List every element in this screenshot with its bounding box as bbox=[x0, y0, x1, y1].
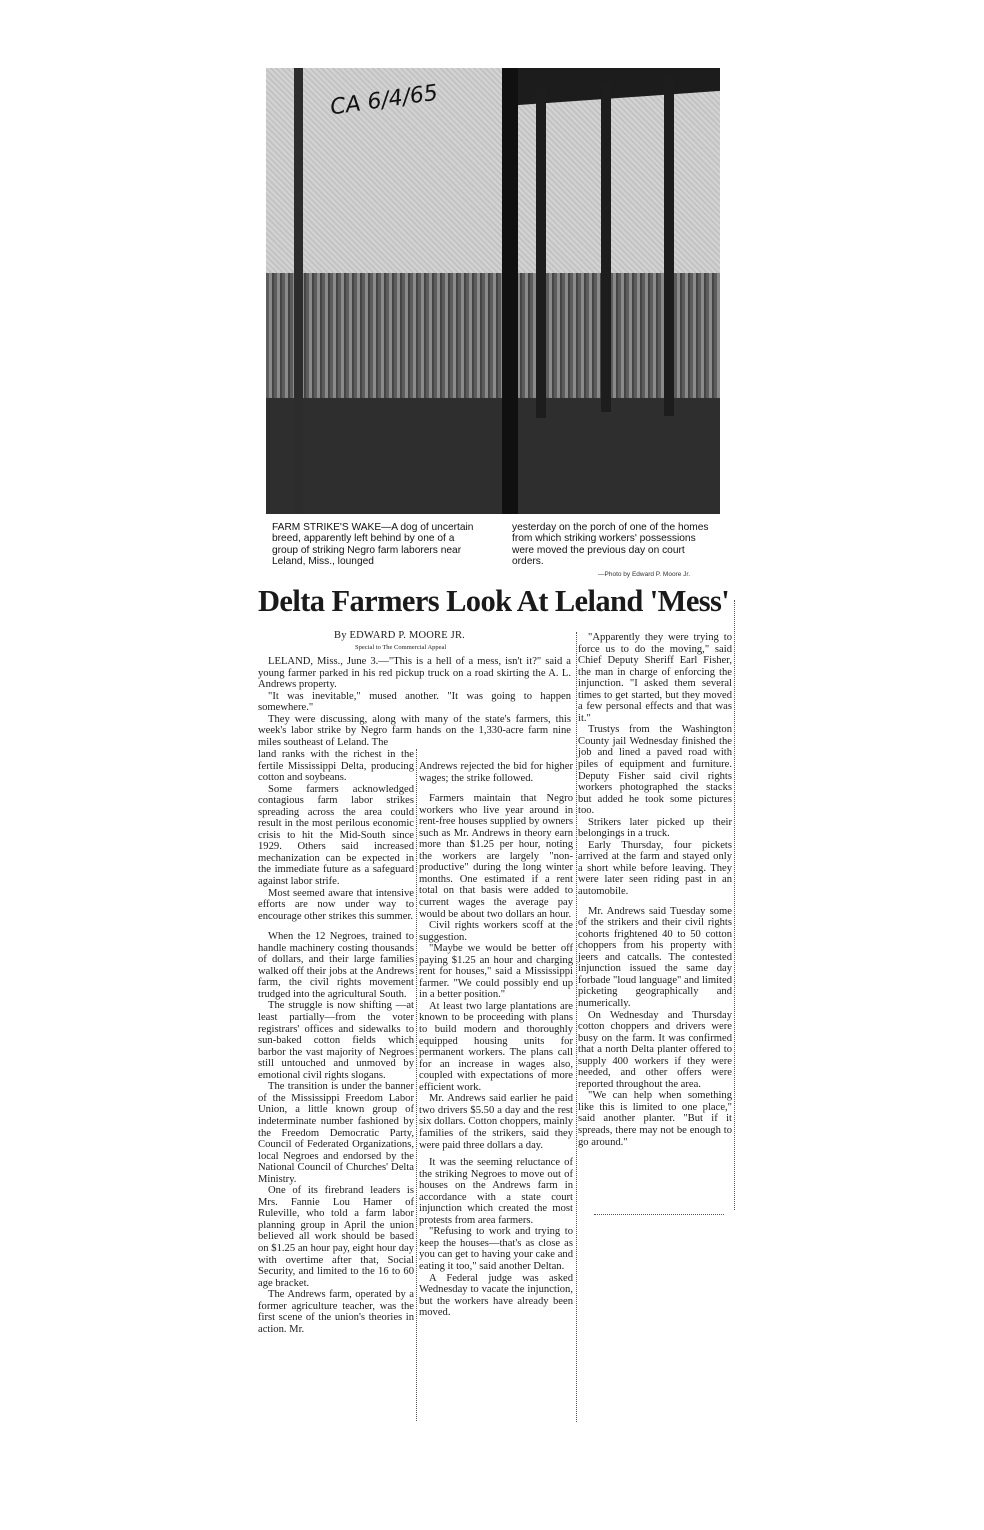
lead-paragraph: LELAND, Miss., June 3.—"This is a hell of a mess, isn't it?" said a young farmer parked in his red pickup truck on a road skirting the A. L. Andrews property. bbox=[258, 656, 571, 691]
clipping-edge bbox=[734, 600, 735, 1210]
column-paragraph: One of its firebrand leaders is Mrs. Fannie Lou Hamer of Ruleville, who told a farm labor planning group in April the union believed all work should be based on $1.25 an hour pay, eight hour day with overtime after that, Social Security, and limited to the 16 to 60 age bracket. bbox=[258, 1185, 414, 1289]
column-paragraph: Farmers maintain that Negro workers who live year around in rent-free houses supplied by owners such as Mr. Andrews in theory earn more than $1.25 per hour, noting the workers are largely "non-productive" during the long winter months. One estimated if a rent total on that basis were added to current wages the average pay would be about two dollars an hour. bbox=[419, 793, 573, 920]
lead-paragraph: "It was inevitable," mused another. "It was going to happen somewhere." bbox=[258, 690, 571, 714]
column-paragraph: When the 12 Negroes, trained to handle machinery costing thousands of dollars, and their large families walked off their jobs at the Andrews farm, the civil rights movement trudged into the agricultural South. bbox=[258, 931, 414, 1000]
article-column-3 bbox=[578, 632, 732, 1148]
column-paragraph: "Apparently they were trying to force us to do the moving," said Chief Deputy Sheriff Earl Fisher, the man in charge of enforcing the injunction. "I asked them several times to get started, but they moved a few personal effects and that was it." bbox=[578, 632, 732, 724]
column-divider bbox=[576, 632, 577, 1422]
column-paragraph: The struggle is now shifting —at least partially—from the voter registrars' offices and sidewalks to sun-baked cotton fields which barbor the vast majority of Negroes still untouched and unmoved by emotional civil rights slogans. bbox=[258, 1000, 414, 1081]
byline: By EDWARD P. MOORE JR. bbox=[334, 630, 465, 641]
column-paragraph: Most seemed aware that intensive efforts are now under way to encourage other strikes this summer. bbox=[258, 887, 414, 922]
column-paragraph: land ranks with the richest in the fertile Mississippi Delta, producing cotton and soybeans. bbox=[258, 749, 414, 784]
news-photo bbox=[266, 68, 720, 514]
column-paragraph: Mr. Andrews said earlier he paid two drivers $5.50 a day and the rest six dollars. Cotton choppers, mainly families of the strikers, said they were paid three dollars a day. bbox=[419, 1093, 573, 1151]
handwritten-date-annotation: CA 6/4/65 bbox=[328, 80, 440, 121]
column-paragraph: At least two large plantations are known to be proceeding with plans to build modern and thoroughly equipped housing units for permanent workers. The plans call for an increase in wages also, coupled with expectations of more efficient work. bbox=[419, 1000, 573, 1093]
photo-credit: —Photo by Edward P. Moore Jr. bbox=[598, 571, 691, 578]
column-paragraph: It was the seeming reluctance of the striking Negroes to move out of houses on the Andrews farm in accordance with a state court injunction which created the most protests from area farmers. bbox=[419, 1157, 573, 1226]
photo-caption-right: yesterday on the porch of one of the homes from which striking workers' possessions were moved the previous day on court orders. bbox=[512, 522, 709, 568]
column-paragraph: Strikers later picked up their belongings in a truck. bbox=[578, 816, 732, 840]
column-paragraph: Trustys from the Washington County jail Wednesday finished the job and lined a paved road with piles of equipment and furniture. Deputy Fisher said civil rights workers photographed the stacks but added he took some pictures too. bbox=[578, 724, 732, 817]
column-paragraph: Some farmers acknowledged contagious farm labor strikes spreading across the area could result in the most perilous economic crisis to hit the Mid-South since 1929. Others said increased mechanization can be expected in the immediate future as a safeguard against labor strife. bbox=[258, 783, 414, 888]
clipping-bottom-edge bbox=[594, 1214, 724, 1215]
column-paragraph: The transition is under the banner of the Mississippi Freedom Labor Union, a little known group of indeterminate number fashioned by the Freedom Democratic Party, Council of Federated Organizations, local Negroes and endorsed by the National Council of Churches' Delta Ministry. bbox=[258, 1081, 414, 1185]
column-paragraph: On Wednesday and Thursday cotton choppers and drivers were busy on the farm. It was confirmed that a north Delta planter offered to supply 400 workers if they were needed, and other offers were reported throughout the area. bbox=[578, 1009, 732, 1090]
column-paragraph: Early Thursday, four pickets arrived at the farm and stayed only a short while before leaving. They were later seen riding past in an automobile. bbox=[578, 839, 732, 898]
column-paragraph: Mr. Andrews said Tuesday some of the strikers and their civil rights cohorts frightened 40 to 50 cotton choppers from his property with jeers and catcalls. The contested injunction issued the same day forbade "loud language" and limited picketing geographically and numerically. bbox=[578, 905, 732, 1009]
column-paragraph: "Refusing to work and trying to keep the houses—that's as close as you can get to having your cake and eating it too," said another Deltan. bbox=[419, 1226, 573, 1272]
photo-caption-left: FARM STRIKE'S WAKE—A dog of uncertain breed, apparently left behind by one of a group of striking Negro farm laborers near Leland, Miss., lounged bbox=[272, 522, 474, 568]
lead-paragraphs bbox=[258, 656, 571, 748]
column-paragraph: A Federal judge was asked Wednesday to vacate the injunction, but the workers have already been moved. bbox=[419, 1272, 573, 1319]
headline: Delta Farmers Look At Leland 'Mess' bbox=[258, 584, 730, 618]
column-paragraph: Andrews rejected the bid for higher wages; the strike followed. bbox=[419, 761, 573, 784]
column-paragraph: The Andrews farm, operated by a former agriculture teacher, was the first scene of the union's theories in action. Mr. bbox=[258, 1289, 414, 1335]
article-column-1 bbox=[258, 749, 414, 1335]
column-paragraph: Civil rights workers scoff at the suggestion. bbox=[419, 920, 573, 943]
lead-paragraph: They were discussing, along with many of the state's farmers, this week's labor strike by Negro farm hands on the 1,330-acre farm nine miles southeast of Leland. The bbox=[258, 713, 571, 748]
column-paragraph: "We can help when something like this is limited to one place," said another planter. "But if it spreads, there may not be enough to go around." bbox=[578, 1090, 732, 1148]
article-column-2 bbox=[419, 761, 573, 1319]
special-credit: Special to The Commercial Appeal bbox=[355, 644, 447, 651]
column-paragraph: "Maybe we would be better off paying $1.25 an hour and charging rent for houses," said a Mississippi farmer. "We could possibly end up in a better position." bbox=[419, 943, 573, 1001]
column-divider bbox=[416, 749, 417, 1421]
